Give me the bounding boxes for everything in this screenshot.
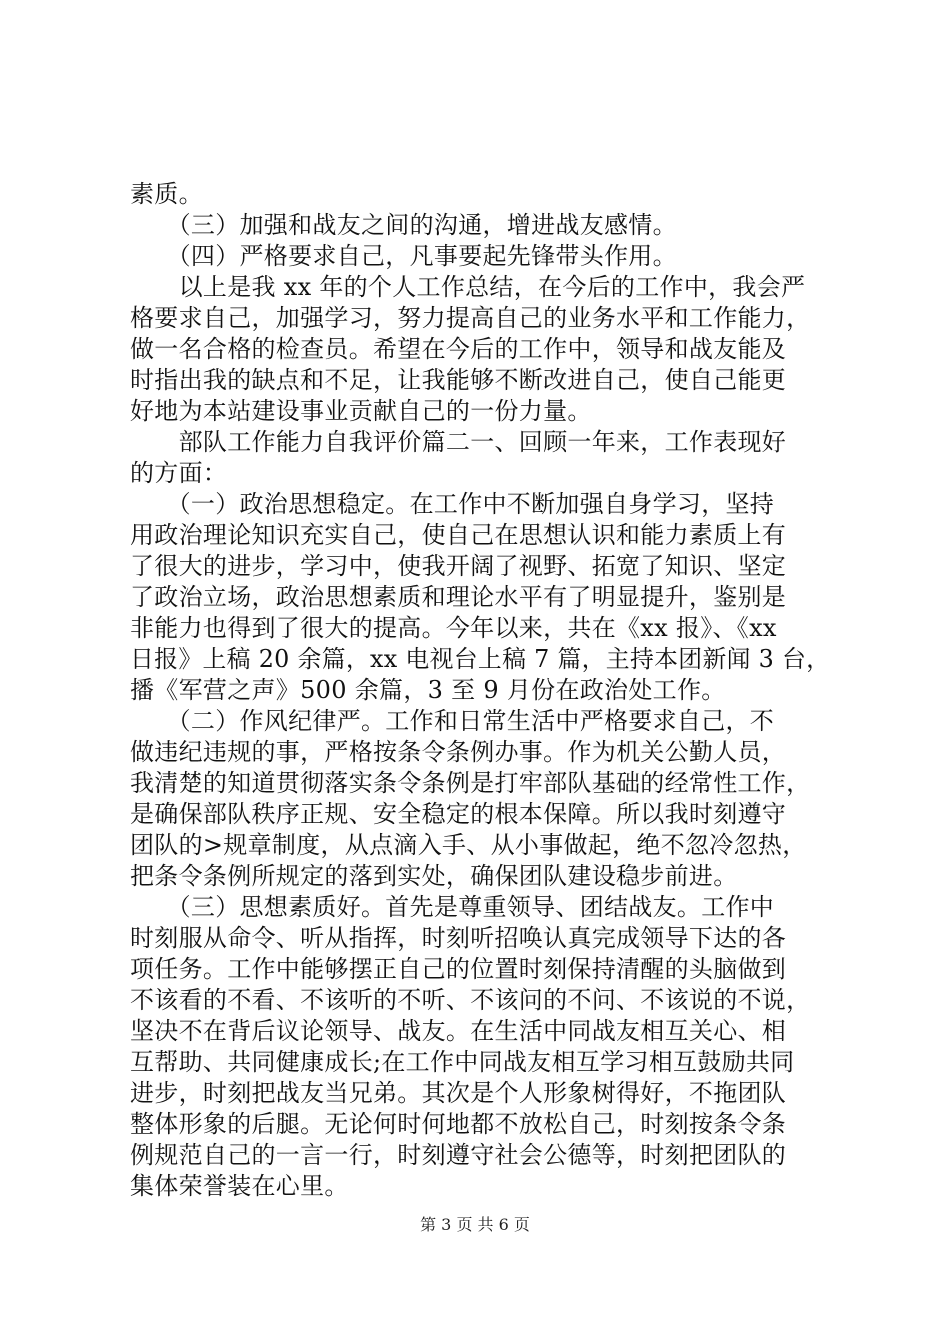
text-line: 整体形象的后腿。无论何时何地都不放松自己，时刻按条令条 [130, 1110, 787, 1138]
text-line: 我清楚的知道贯彻落实条令条例是打牢部队基础的经常性工作， [130, 769, 811, 797]
text-line: 用政治理论知识充实自己，使自己在思想认识和能力素质上有 [130, 521, 787, 549]
text-line: 做违纪违规的事，严格按条令条例办事。作为机关公勤人员， [130, 738, 787, 766]
text-line: 日报》上稿 20 余篇，xx 电视台上稿 7 篇，主持本团新闻 3 台， [130, 645, 831, 673]
text-line: 了政治立场，政治思想素质和理论水平有了明显提升，鉴别是 [130, 583, 787, 611]
text-line: 的方面： [130, 459, 228, 487]
text-line: 团队的>规章制度，从点滴入手、从小事做起，绝不忽冷忽热， [130, 831, 807, 859]
text-line: 项任务。工作中能够摆正自己的位置时刻保持清醒的头脑做到 [130, 955, 787, 983]
text-line: 集体荣誉装在心里。 [130, 1172, 349, 1200]
text-line: 了很大的进步，学习中，使我开阔了视野、拓宽了知识、坚定 [130, 552, 787, 580]
text-line: 非能力也得到了很大的提高。今年以来，共在《xx 报》、《xx [130, 614, 777, 642]
text-line: 做一名合格的检查员。希望在今后的工作中，领导和战友能及 [130, 335, 787, 363]
text-line: 部队工作能力自我评价篇二一、回顾一年来，工作表现好 [130, 428, 787, 456]
text-line: 进步，时刻把战友当兄弟。其次是个人形象树得好，不拖团队 [130, 1079, 787, 1107]
text-line: 不该看的不看、不该听的不听、不该问的不问、不该说的不说， [130, 986, 811, 1014]
text-line: 以上是我 xx 年的个人工作总结，在今后的工作中，我会严 [130, 273, 806, 301]
text-line: 素质。 [130, 180, 203, 208]
text-line: 互帮助、共同健康成长;在工作中同战友相互学习相互鼓励共同 [130, 1048, 795, 1076]
text-line: 时刻服从命令、听从指挥，时刻听招唤认真完成领导下达的各 [130, 924, 787, 952]
text-line: 把条令条例所规定的落到实处，确保团队建设稳步前进。 [130, 862, 738, 890]
text-line: （三）思想素质好。首先是尊重领导、团结战友。工作中 [130, 893, 775, 921]
text-line: 时指出我的缺点和不足，让我能够不断改进自己，使自己能更 [130, 366, 787, 394]
text-line: （四）严格要求自己，凡事要起先锋带头作用。 [130, 242, 677, 270]
text-line: 格要求自己，加强学习，努力提高自己的业务水平和工作能力， [130, 304, 811, 332]
text-line: （二）作风纪律严。工作和日常生活中严格要求自己，不 [130, 707, 775, 735]
text-line: 播《军营之声》500 余篇，3 至 9 月份在政治处工作。 [130, 676, 726, 704]
text-line: （三）加强和战友之间的沟通，增进战友感情。 [130, 211, 677, 239]
text-line: （一）政治思想稳定。在工作中不断加强自身学习，坚持 [130, 490, 775, 518]
text-line: 好地为本站建设事业贡献自己的一份力量。 [130, 397, 592, 425]
text-line: 例规范自己的一言一行，时刻遵守社会公德等，时刻把团队的 [130, 1141, 787, 1169]
text-line: 是确保部队秩序正规、安全稳定的根本保障。所以我时刻遵守 [130, 800, 787, 828]
page-number-footer: 第 3 页 共 6 页 [420, 1215, 530, 1234]
text-line: 坚决不在背后议论领导、战友。在生活中同战友相互关心、相 [130, 1017, 787, 1045]
